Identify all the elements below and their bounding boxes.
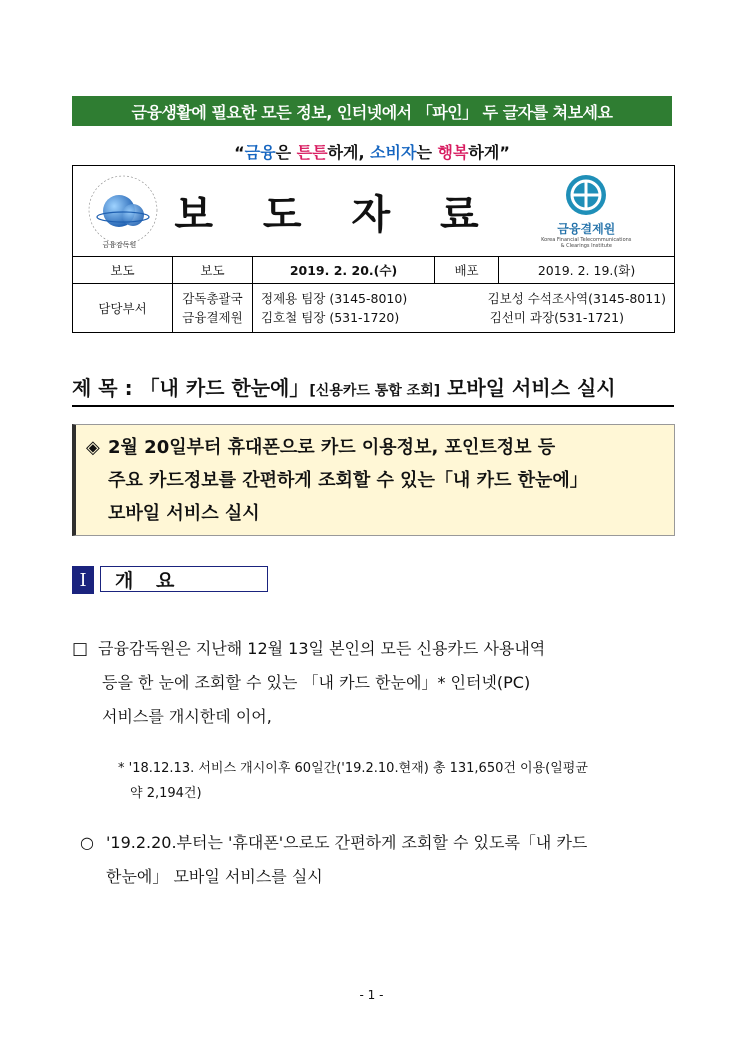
subject-small: [신용카드 통합 조회] bbox=[309, 383, 441, 399]
circle-bullet-icon: ○ bbox=[80, 833, 94, 852]
slogan-word3: 소비자 bbox=[370, 143, 417, 162]
slogan bbox=[72, 140, 672, 163]
para1-line-1-text: 금융감독원은 지난해 12월 13일 본인의 모든 신용카드 사용내역 bbox=[98, 639, 546, 658]
fss-logo-cell bbox=[73, 166, 173, 257]
contact-4: 김선미 과장(531-1721) bbox=[489, 310, 625, 325]
kftc-logo-icon bbox=[564, 173, 608, 217]
para2-line-2: 한눈에」 모바일 서비스를 실시 bbox=[106, 867, 323, 886]
press-title: 보 도 자 료 bbox=[173, 166, 499, 257]
slogan-word4-suffix: 하게” bbox=[468, 143, 510, 162]
kftc-logo-sub1: Korea Financial Telecommunications bbox=[541, 237, 632, 243]
contacts bbox=[253, 284, 675, 333]
page-number: - 1 - bbox=[359, 988, 384, 1002]
paragraph-2 bbox=[80, 826, 672, 894]
para1-line-1 bbox=[72, 632, 672, 666]
summary-text bbox=[86, 431, 666, 530]
release-label-2: 보도 bbox=[173, 257, 253, 284]
para2-line-1-text: '19.2.20.부터는 '휴대폰'으로도 간편하게 조회할 수 있도록「내 카드 bbox=[106, 833, 588, 852]
section-title: 개 요 bbox=[100, 566, 268, 592]
contact-3: 김보성 수석조사역(3145-8011) bbox=[487, 291, 667, 306]
summary-box bbox=[72, 424, 675, 536]
top-banner bbox=[72, 96, 672, 126]
subject-line bbox=[72, 372, 674, 407]
release-label: 보도 bbox=[73, 257, 173, 284]
para2-line-1 bbox=[80, 826, 672, 860]
kftc-logo-cell bbox=[499, 166, 675, 257]
summary-line-1-text: 2월 20일부터 휴대폰으로 카드 이용정보, 포인트정보 등 bbox=[108, 437, 556, 458]
footnote-line-1: * '18.12.13. 서비스 개시이후 60일간('19.2.10.현재) 총 131,650건 이용(일평균 bbox=[118, 761, 588, 776]
contact-row-1 bbox=[261, 289, 674, 308]
summary-line-2: 주요 카드정보를 간편하게 조회할 수 있는「내 카드 한눈에」 bbox=[108, 470, 588, 491]
para1-line-2: 등을 한 눈에 조회할 수 있는 「내 카드 한눈에」* 인터넷(PC) bbox=[102, 673, 531, 692]
department-1: 감독총괄국 bbox=[182, 291, 243, 306]
footnote-line-2: 약 2,194건) bbox=[130, 786, 202, 801]
department-2: 금융결제원 bbox=[182, 310, 243, 325]
para1-line-3: 서비스를 개시한데 이어, bbox=[102, 707, 272, 726]
summary-line-3: 모바일 서비스 실시 bbox=[108, 503, 260, 524]
contact-1: 정제용 팀장 (3145-8010) bbox=[261, 291, 408, 306]
diamond-bullet-icon: ◈ bbox=[86, 437, 100, 458]
footnote bbox=[118, 756, 668, 806]
summary-line-1 bbox=[86, 431, 666, 464]
department-label: 담당부서 bbox=[73, 284, 173, 333]
subject-suffix: 모바일 서비스 실시 bbox=[440, 376, 616, 400]
kftc-logo-name: 금융결제원 bbox=[557, 222, 616, 236]
departments bbox=[173, 284, 253, 333]
paragraph-1 bbox=[72, 632, 672, 734]
section-number: Ⅰ bbox=[72, 566, 94, 594]
distribution-label: 배포 bbox=[435, 257, 499, 284]
subject-main: 「내 카드 한눈에」 bbox=[139, 376, 310, 400]
slogan-word2: 튼튼 bbox=[296, 143, 328, 162]
fss-logo-korean: 금융감독원 bbox=[102, 240, 137, 249]
banner-text: 금융생활에 필요한 모든 정보, 인터넷에서 「파인」 두 글자를 쳐보세요 bbox=[131, 102, 613, 122]
subject-prefix: 제 목 : bbox=[72, 376, 140, 400]
kftc-logo-sub2: & Clearings Institute bbox=[560, 243, 612, 249]
slogan-quote: “ bbox=[234, 143, 245, 162]
distribution-date: 2019. 2. 19.(화) bbox=[499, 257, 675, 284]
contact-row-2 bbox=[261, 308, 674, 327]
press-header-table bbox=[72, 165, 675, 333]
slogan-word4: 행복 bbox=[437, 143, 469, 162]
contact-2: 김호철 팀장 (531-1720) bbox=[261, 310, 400, 325]
slogan-word2-suffix: 하게, bbox=[327, 143, 371, 162]
release-date: 2019. 2. 20.(수) bbox=[253, 257, 435, 284]
slogan-word1-suffix: 은 bbox=[275, 143, 297, 162]
square-bullet-icon: □ bbox=[72, 639, 89, 659]
slogan-word3-suffix: 는 bbox=[416, 143, 438, 162]
slogan-word1: 금융 bbox=[244, 143, 276, 162]
